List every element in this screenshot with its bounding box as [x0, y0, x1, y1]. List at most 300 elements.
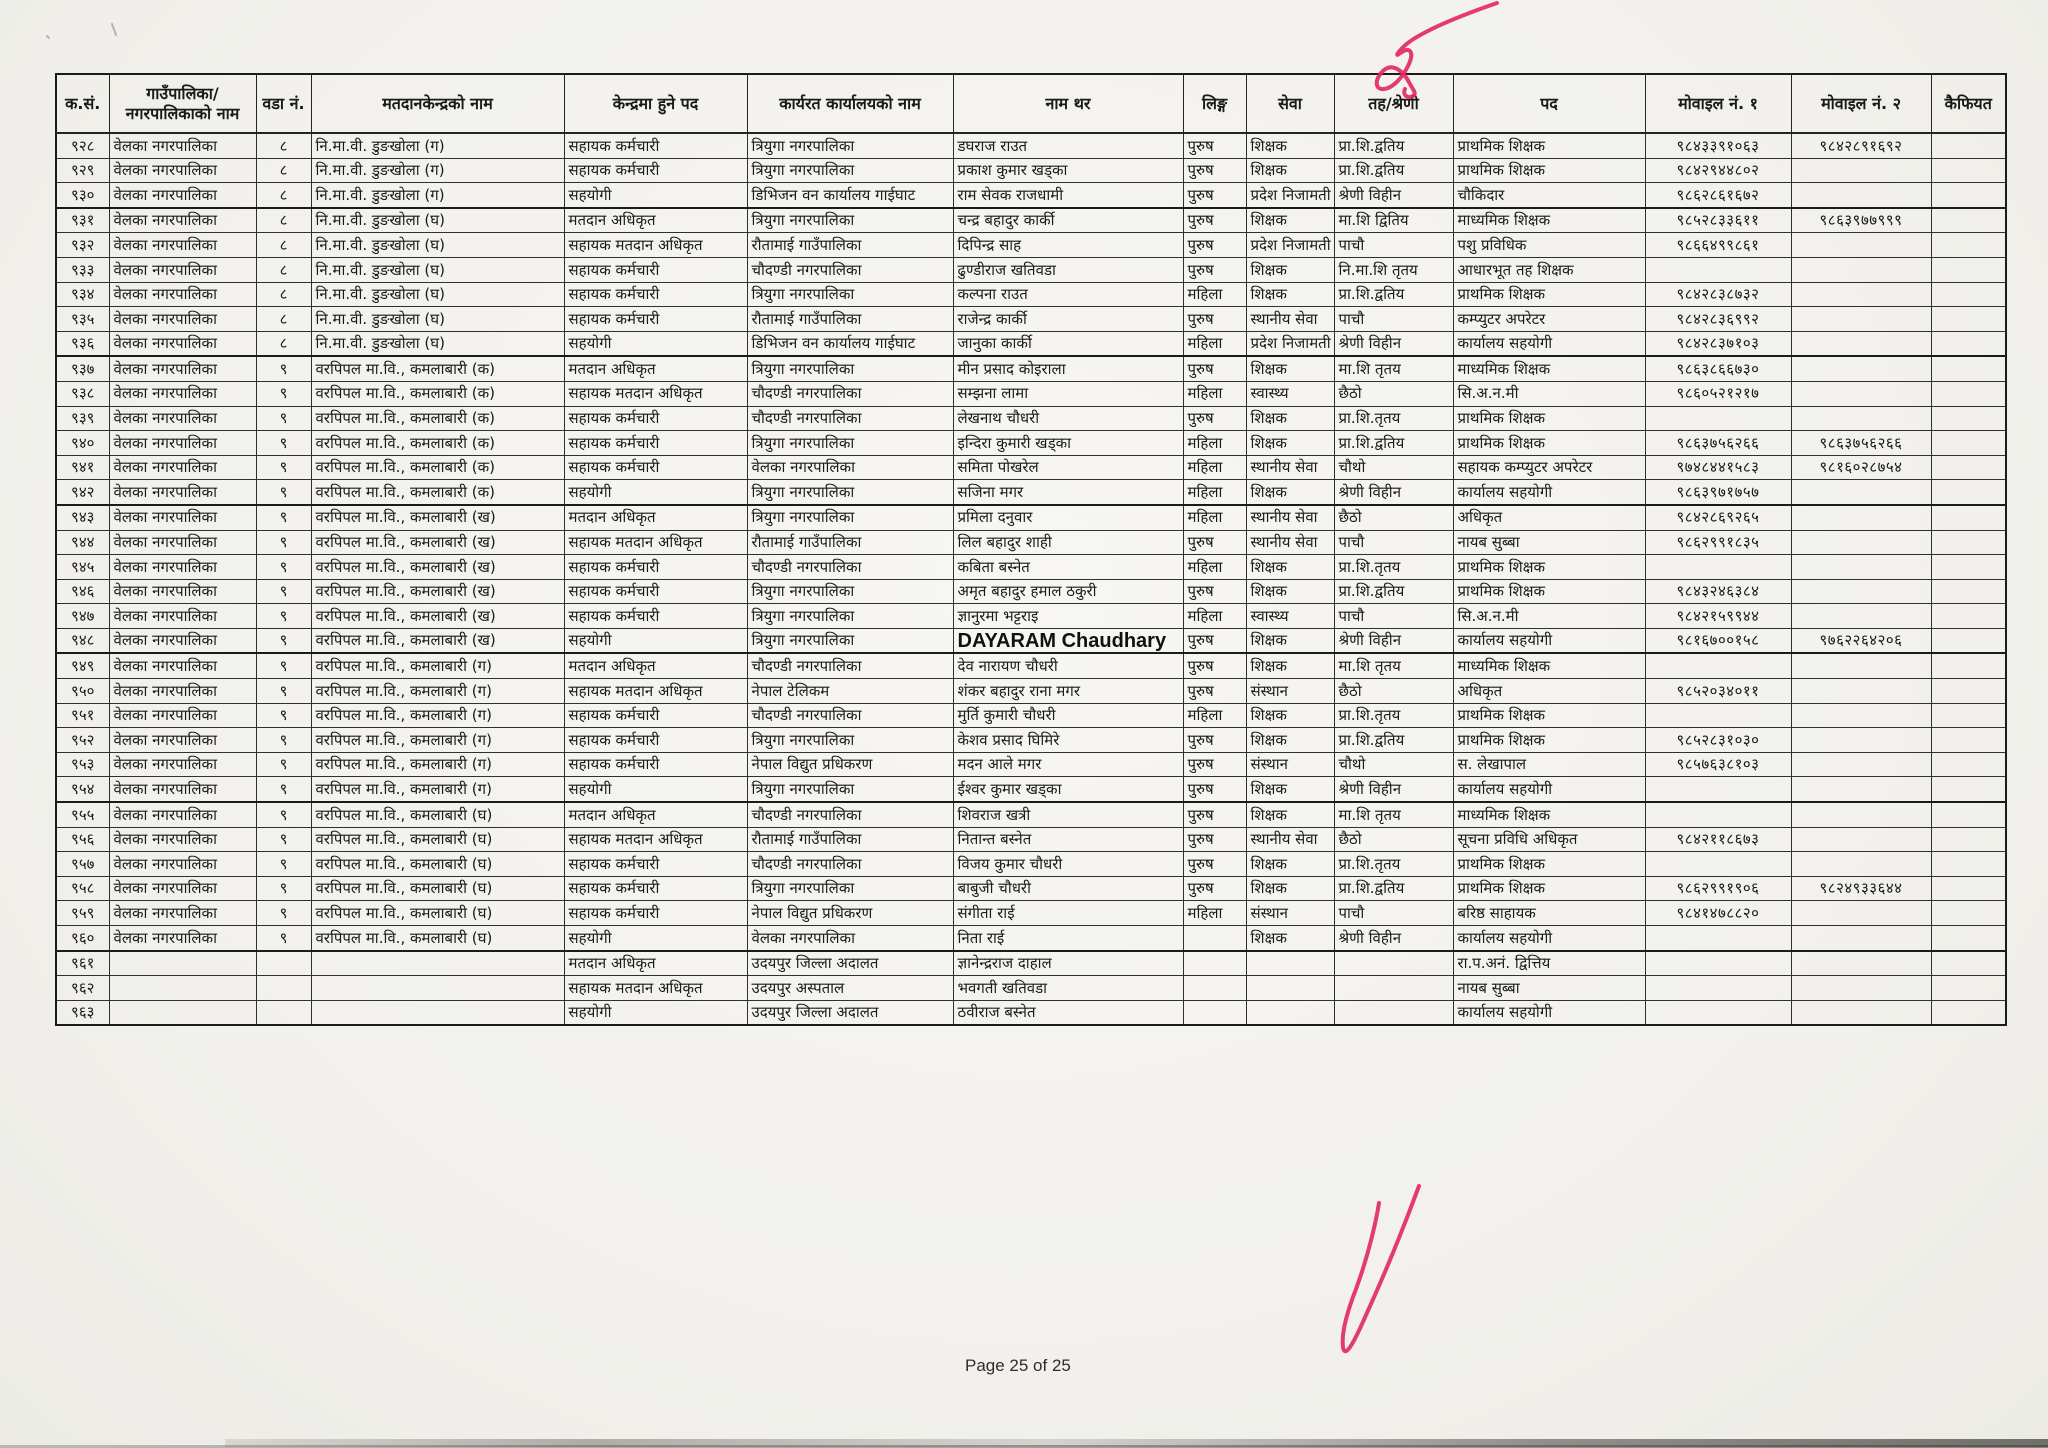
cell-ward: ९ — [256, 555, 311, 580]
cell-name: राजेन्द्र कार्की — [953, 307, 1183, 332]
cell-mobile2 — [1791, 703, 1931, 728]
cell-post: नायब सुब्बा — [1453, 976, 1645, 1001]
cell-office: नेपाल विद्युत प्रधिकरण — [747, 752, 953, 777]
cell-name: कबिता बस्नेत — [953, 555, 1183, 580]
cell-center-post: सहयोगी — [564, 926, 747, 951]
cell-office: त्रियुगा नगरपालिका — [747, 777, 953, 802]
cell-level: श्रेणी विहीन — [1334, 628, 1453, 653]
cell-polling-center: वरपिपल मा.वि., कमलाबारी (क) — [311, 455, 564, 480]
cell-service: शिक्षक — [1246, 555, 1334, 580]
cell-level: श्रेणी विहीन — [1334, 331, 1453, 356]
cell-mobile2 — [1791, 1000, 1931, 1025]
cell-sn: ९६१ — [56, 951, 109, 976]
cell-municipality: वेलका नगरपालिका — [109, 530, 256, 555]
cell-level: पाचौ — [1334, 307, 1453, 332]
cell-center-post: सहायक मतदान अधिकृत — [564, 381, 747, 406]
table-row — [56, 307, 2006, 332]
cell-polling-center: वरपिपल मा.वि., कमलाबारी (घ) — [311, 901, 564, 926]
col-header-remarks: कैफियत — [1931, 74, 2006, 133]
cell-name: लिल बहादुर शाही — [953, 530, 1183, 555]
cell-center-post: सहायक कर्मचारी — [564, 431, 747, 456]
cell-mobile2 — [1791, 604, 1931, 629]
cell-municipality: वेलका नगरपालिका — [109, 331, 256, 356]
cell-post: प्राथमिक शिक्षक — [1453, 406, 1645, 431]
cell-municipality: वेलका नगरपालिका — [109, 628, 256, 653]
cell-name: संगीता राई — [953, 901, 1183, 926]
cell-municipality — [109, 951, 256, 976]
cell-service: शिक्षक — [1246, 431, 1334, 456]
cell-sn: ९४२ — [56, 480, 109, 505]
cell-sn: ९५१ — [56, 703, 109, 728]
cell-level: श्रेणी विहीन — [1334, 183, 1453, 208]
cell-mobile1 — [1645, 555, 1791, 580]
cell-polling-center: वरपिपल मा.वि., कमलाबारी (क) — [311, 431, 564, 456]
cell-ward: ९ — [256, 777, 311, 802]
cell-office: त्रियुगा नगरपालिका — [747, 579, 953, 604]
cell-level: छैठो — [1334, 827, 1453, 852]
cell-remarks — [1931, 752, 2006, 777]
cell-sn: ९४७ — [56, 604, 109, 629]
table-row — [56, 555, 2006, 580]
cell-mobile1 — [1645, 951, 1791, 976]
cell-level: छैठो — [1334, 381, 1453, 406]
cell-polling-center: नि.मा.वी. डुङखोला (ग) — [311, 158, 564, 183]
cell-remarks — [1931, 802, 2006, 827]
cell-gender: पुरुष — [1183, 579, 1246, 604]
cell-office: त्रियुगा नगरपालिका — [747, 356, 953, 381]
cell-office: त्रियुगा नगरपालिका — [747, 505, 953, 530]
cell-municipality: वेलका नगरपालिका — [109, 233, 256, 258]
cell-sn: ९५९ — [56, 901, 109, 926]
table-row — [56, 852, 2006, 877]
cell-name: दिपिन्द्र साह — [953, 233, 1183, 258]
cell-office: त्रियुगा नगरपालिका — [747, 133, 953, 158]
cell-name: जानुका कार्की — [953, 331, 1183, 356]
cell-ward: ९ — [256, 406, 311, 431]
cell-gender: पुरुष — [1183, 307, 1246, 332]
cell-remarks — [1931, 480, 2006, 505]
cell-service — [1246, 951, 1334, 976]
cell-level: प्रा.शि.तृतय — [1334, 703, 1453, 728]
cell-ward: ८ — [256, 282, 311, 307]
cell-service: स्थानीय सेवा — [1246, 307, 1334, 332]
cell-polling-center — [311, 1000, 564, 1025]
cell-name: डघराज राउत — [953, 133, 1183, 158]
cell-mobile2 — [1791, 331, 1931, 356]
cell-service: स्वास्थ्य — [1246, 381, 1334, 406]
cell-name: ढुण्डीराज खतिवडा — [953, 257, 1183, 282]
cell-ward: ८ — [256, 331, 311, 356]
cell-mobile1: ९८६०५२१२१७ — [1645, 381, 1791, 406]
cell-sn: ९४० — [56, 431, 109, 456]
cell-service — [1246, 976, 1334, 1001]
cell-office: चौदण्डी नगरपालिका — [747, 703, 953, 728]
cell-gender: महिला — [1183, 604, 1246, 629]
cell-office: त्रियुगा नगरपालिका — [747, 431, 953, 456]
cell-name: बाबुजी चौधरी — [953, 876, 1183, 901]
cell-post: सि.अ.न.मी — [1453, 381, 1645, 406]
cell-center-post: सहायक कर्मचारी — [564, 703, 747, 728]
cell-polling-center: वरपिपल मा.वि., कमलाबारी (ग) — [311, 728, 564, 753]
cell-ward: ९ — [256, 653, 311, 678]
cell-ward: ८ — [256, 158, 311, 183]
cell-post: सहायक कम्प्युटर अपरेटर — [1453, 455, 1645, 480]
cell-office: त्रियुगा नगरपालिका — [747, 876, 953, 901]
cell-center-post: मतदान अधिकृत — [564, 505, 747, 530]
cell-mobile1: ९८१६७००१५८ — [1645, 628, 1791, 653]
cell-mobile2 — [1791, 505, 1931, 530]
cell-level: श्रेणी विहीन — [1334, 926, 1453, 951]
cell-remarks — [1931, 183, 2006, 208]
cell-sn: ९४६ — [56, 579, 109, 604]
cell-post: माध्यमिक शिक्षक — [1453, 208, 1645, 233]
table-row — [56, 183, 2006, 208]
cell-post: प्राथमिक शिक्षक — [1453, 282, 1645, 307]
cell-mobile2 — [1791, 852, 1931, 877]
cell-service: शिक्षक — [1246, 282, 1334, 307]
cell-level: श्रेणी विहीन — [1334, 480, 1453, 505]
table-row — [56, 604, 2006, 629]
cell-polling-center: वरपिपल मा.वि., कमलाबारी (ख) — [311, 555, 564, 580]
cell-service: स्थानीय सेवा — [1246, 505, 1334, 530]
cell-ward: ८ — [256, 183, 311, 208]
cell-center-post: सहयोगी — [564, 480, 747, 505]
cell-mobile2: ९८४२८९१६९२ — [1791, 133, 1931, 158]
table-row — [56, 653, 2006, 678]
cell-mobile1: ९८६३९७१७५७ — [1645, 480, 1791, 505]
table-row — [56, 455, 2006, 480]
cell-ward: ९ — [256, 703, 311, 728]
cell-ward: ९ — [256, 728, 311, 753]
cell-level: मा.शि तृतय — [1334, 356, 1453, 381]
cell-service: शिक्षक — [1246, 628, 1334, 653]
cell-mobile1: ९८६३७५६२६६ — [1645, 431, 1791, 456]
cell-service: संस्थान — [1246, 752, 1334, 777]
cell-ward — [256, 1000, 311, 1025]
table-row — [56, 282, 2006, 307]
cell-name: मदन आले मगर — [953, 752, 1183, 777]
cell-office: उदयपुर जिल्ला अदालत — [747, 1000, 953, 1025]
col-header-municipality: गाउँपालिका/नगरपालिकाको नाम — [109, 74, 256, 133]
cell-center-post: सहायक कर्मचारी — [564, 555, 747, 580]
cell-municipality — [109, 1000, 256, 1025]
cell-municipality: वेलका नगरपालिका — [109, 183, 256, 208]
cell-center-post: सहायक कर्मचारी — [564, 728, 747, 753]
table-row — [56, 777, 2006, 802]
cell-name: ठवीराज बस्नेत — [953, 1000, 1183, 1025]
cell-mobile1: ९८४३३९१०६३ — [1645, 133, 1791, 158]
cell-gender: पुरुष — [1183, 257, 1246, 282]
cell-ward: ९ — [256, 480, 311, 505]
cell-polling-center: नि.मा.वी. डुङखोला (घ) — [311, 307, 564, 332]
cell-mobile1 — [1645, 976, 1791, 1001]
cell-service: शिक्षक — [1246, 133, 1334, 158]
cell-office: त्रियुगा नगरपालिका — [747, 728, 953, 753]
cell-sn: ९३० — [56, 183, 109, 208]
col-header-post: पद — [1453, 74, 1645, 133]
cell-municipality: वेलका नगरपालिका — [109, 653, 256, 678]
cell-mobile2 — [1791, 356, 1931, 381]
cell-post: प्राथमिक शिक्षक — [1453, 555, 1645, 580]
table-row — [56, 926, 2006, 951]
table-row — [56, 356, 2006, 381]
cell-sn: ९५४ — [56, 777, 109, 802]
col-header-service: सेवा — [1246, 74, 1334, 133]
cell-mobile1 — [1645, 852, 1791, 877]
table-row — [56, 579, 2006, 604]
cell-office: नेपाल टेलिकम — [747, 679, 953, 704]
cell-mobile2 — [1791, 777, 1931, 802]
cell-name: ईश्वर कुमार खड्का — [953, 777, 1183, 802]
cell-mobile2 — [1791, 480, 1931, 505]
stray-mark-top-left — [47, 24, 116, 38]
cell-level — [1334, 976, 1453, 1001]
col-header-ward: वडा नं. — [256, 74, 311, 133]
cell-municipality: वेलका नगरपालिका — [109, 926, 256, 951]
cell-mobile2 — [1791, 802, 1931, 827]
cell-mobile1 — [1645, 257, 1791, 282]
cell-gender: महिला — [1183, 331, 1246, 356]
staff-table — [55, 73, 2007, 1026]
cell-mobile1: ९८४२८३७१०३ — [1645, 331, 1791, 356]
col-header-mobile1: मोवाइल नं. १ — [1645, 74, 1791, 133]
table-row — [56, 728, 2006, 753]
cell-remarks — [1931, 579, 2006, 604]
cell-mobile2 — [1791, 579, 1931, 604]
cell-mobile2 — [1791, 233, 1931, 258]
cell-ward: ९ — [256, 431, 311, 456]
cell-name: राम सेवक राजधामी — [953, 183, 1183, 208]
cell-name: इन्दिरा कुमारी खड्का — [953, 431, 1183, 456]
cell-sn: ९२९ — [56, 158, 109, 183]
cell-post: प्राथमिक शिक्षक — [1453, 728, 1645, 753]
cell-remarks — [1931, 233, 2006, 258]
cell-post: प्राथमिक शिक्षक — [1453, 431, 1645, 456]
cell-office: डिभिजन वन कार्यालय गाईघाट — [747, 331, 953, 356]
table-row — [56, 505, 2006, 530]
cell-remarks — [1931, 876, 2006, 901]
cell-remarks — [1931, 505, 2006, 530]
col-header-gender: लिङ्ग — [1183, 74, 1246, 133]
cell-gender: पुरुष — [1183, 653, 1246, 678]
cell-center-post: सहायक मतदान अधिकृत — [564, 827, 747, 852]
cell-center-post: सहायक मतदान अधिकृत — [564, 233, 747, 258]
cell-service: प्रदेश निजामती — [1246, 183, 1334, 208]
cell-center-post: सहायक कर्मचारी — [564, 876, 747, 901]
cell-mobile1 — [1645, 926, 1791, 951]
cell-office: उदयपुर जिल्ला अदालत — [747, 951, 953, 976]
page-number-footer: Page 25 of 25 — [965, 1356, 1071, 1375]
cell-ward: ९ — [256, 381, 311, 406]
cell-name: निता राई — [953, 926, 1183, 951]
cell-mobile1 — [1645, 653, 1791, 678]
cell-remarks — [1931, 431, 2006, 456]
cell-polling-center: वरपिपल मा.वि., कमलाबारी (ग) — [311, 703, 564, 728]
cell-mobile2 — [1791, 555, 1931, 580]
cell-center-post: सहायक मतदान अधिकृत — [564, 976, 747, 1001]
cell-gender: पुरुष — [1183, 628, 1246, 653]
cell-level: प्रा.शि.द्वतिय — [1334, 728, 1453, 753]
cell-municipality: वेलका नगरपालिका — [109, 158, 256, 183]
cell-gender — [1183, 1000, 1246, 1025]
cell-service: स्थानीय सेवा — [1246, 455, 1334, 480]
cell-level: पाचौ — [1334, 604, 1453, 629]
cell-mobile2 — [1791, 827, 1931, 852]
cell-remarks — [1931, 257, 2006, 282]
cell-service: संस्थान — [1246, 679, 1334, 704]
cell-remarks — [1931, 208, 2006, 233]
cell-center-post: सहायक मतदान अधिकृत — [564, 530, 747, 555]
cell-gender: पुरुष — [1183, 852, 1246, 877]
cell-service: शिक्षक — [1246, 257, 1334, 282]
cell-polling-center: वरपिपल मा.वि., कमलाबारी (घ) — [311, 926, 564, 951]
col-header-office: कार्यरत कार्यालयको नाम — [747, 74, 953, 133]
cell-office: चौदण्डी नगरपालिका — [747, 555, 953, 580]
cell-sn: ९६० — [56, 926, 109, 951]
table-row — [56, 158, 2006, 183]
cell-name: कल्पना राउत — [953, 282, 1183, 307]
cell-name: शिवराज खत्री — [953, 802, 1183, 827]
cell-post: माध्यमिक शिक्षक — [1453, 356, 1645, 381]
cell-service: शिक्षक — [1246, 777, 1334, 802]
cell-mobile2 — [1791, 158, 1931, 183]
cell-sn: ९३६ — [56, 331, 109, 356]
cell-gender: महिला — [1183, 901, 1246, 926]
cell-post: प्राथमिक शिक्षक — [1453, 133, 1645, 158]
cell-post: आधारभूत तह शिक्षक — [1453, 257, 1645, 282]
cell-level: प्रा.शि.तृतय — [1334, 555, 1453, 580]
cell-center-post: सहायक कर्मचारी — [564, 307, 747, 332]
cell-polling-center: नि.मा.वी. डुङखोला (ग) — [311, 133, 564, 158]
cell-post: प्राथमिक शिक्षक — [1453, 703, 1645, 728]
cell-mobile1 — [1645, 777, 1791, 802]
cell-polling-center: नि.मा.वी. डुङखोला (घ) — [311, 233, 564, 258]
cell-gender: महिला — [1183, 455, 1246, 480]
cell-level: प्रा.शि.तृतय — [1334, 406, 1453, 431]
table-row — [56, 406, 2006, 431]
cell-polling-center: वरपिपल मा.वि., कमलाबारी (ख) — [311, 628, 564, 653]
cell-level: पाचौ — [1334, 233, 1453, 258]
cell-center-post: सहायक मतदान अधिकृत — [564, 679, 747, 704]
cell-post: प्राथमिक शिक्षक — [1453, 158, 1645, 183]
cell-municipality: वेलका नगरपालिका — [109, 480, 256, 505]
cell-gender: पुरुष — [1183, 208, 1246, 233]
cell-sn: ९५२ — [56, 728, 109, 753]
col-header-level: तह/श्रेणी — [1334, 74, 1453, 133]
cell-service — [1246, 1000, 1334, 1025]
cell-office: त्रियुगा नगरपालिका — [747, 282, 953, 307]
cell-office: डिभिजन वन कार्यालय गाईघाट — [747, 183, 953, 208]
cell-name: समिता पोखरेल — [953, 455, 1183, 480]
cell-municipality: वेलका नगरपालिका — [109, 282, 256, 307]
cell-level: छैठो — [1334, 679, 1453, 704]
cell-level — [1334, 1000, 1453, 1025]
cell-service: शिक्षक — [1246, 579, 1334, 604]
cell-municipality: वेलका नगरपालिका — [109, 381, 256, 406]
cell-post: कार्यालय सहयोगी — [1453, 331, 1645, 356]
cell-mobile2 — [1791, 679, 1931, 704]
cell-gender — [1183, 926, 1246, 951]
cell-municipality: वेलका नगरपालिका — [109, 679, 256, 704]
cell-office: चौदण्डी नगरपालिका — [747, 381, 953, 406]
cell-sn: ९४८ — [56, 628, 109, 653]
cell-office: चौदण्डी नगरपालिका — [747, 852, 953, 877]
cell-office: रौतामाई गाउँपालिका — [747, 233, 953, 258]
table-row — [56, 951, 2006, 976]
cell-gender: पुरुष — [1183, 183, 1246, 208]
cell-service: शिक्षक — [1246, 926, 1334, 951]
cell-name: अमृत बहादुर हमाल ठकुरी — [953, 579, 1183, 604]
cell-municipality: वेलका नगरपालिका — [109, 455, 256, 480]
cell-remarks — [1931, 555, 2006, 580]
cell-center-post: सहयोगी — [564, 628, 747, 653]
cell-center-post: मतदान अधिकृत — [564, 356, 747, 381]
cell-level: चौथो — [1334, 752, 1453, 777]
table-row — [56, 827, 2006, 852]
cell-name: मुर्ति कुमारी चौधरी — [953, 703, 1183, 728]
cell-gender: पुरुष — [1183, 728, 1246, 753]
cell-mobile2: ९८६३९७७९९९ — [1791, 208, 1931, 233]
cell-post: सि.अ.न.मी — [1453, 604, 1645, 629]
cell-mobile2 — [1791, 381, 1931, 406]
cell-ward: ९ — [256, 926, 311, 951]
cell-mobile1 — [1645, 406, 1791, 431]
cell-center-post: मतदान अधिकृत — [564, 802, 747, 827]
cell-gender: पुरुष — [1183, 752, 1246, 777]
cell-center-post: सहायक कर्मचारी — [564, 406, 747, 431]
cell-sn: ९५५ — [56, 802, 109, 827]
cell-service: प्रदेश निजामती — [1246, 331, 1334, 356]
cell-remarks — [1931, 653, 2006, 678]
cell-mobile2 — [1791, 951, 1931, 976]
cell-center-post: सहायक कर्मचारी — [564, 752, 747, 777]
cell-polling-center: नि.मा.वी. डुङखोला (ग) — [311, 183, 564, 208]
cell-post: कार्यालय सहयोगी — [1453, 628, 1645, 653]
cell-mobile1: ९८४२८३८७३२ — [1645, 282, 1791, 307]
cell-office: त्रियुगा नगरपालिका — [747, 480, 953, 505]
cell-name: केशव प्रसाद घिमिरे — [953, 728, 1183, 753]
cell-polling-center: वरपिपल मा.वि., कमलाबारी (ख) — [311, 579, 564, 604]
col-header-polling-center: मतदानकेन्द्रको नाम — [311, 74, 564, 133]
cell-sn: ९६२ — [56, 976, 109, 1001]
cell-mobile2 — [1791, 530, 1931, 555]
cell-remarks — [1931, 331, 2006, 356]
cell-polling-center — [311, 951, 564, 976]
cell-sn: ९४३ — [56, 505, 109, 530]
cell-sn: ९३९ — [56, 406, 109, 431]
cell-office: त्रियुगा नगरपालिका — [747, 208, 953, 233]
cell-mobile2 — [1791, 901, 1931, 926]
table-header-row — [56, 74, 2006, 133]
cell-service: शिक्षक — [1246, 802, 1334, 827]
cell-municipality: वेलका नगरपालिका — [109, 133, 256, 158]
cell-sn: ९४४ — [56, 530, 109, 555]
cell-service: शिक्षक — [1246, 158, 1334, 183]
cell-sn: ९३३ — [56, 257, 109, 282]
table-row — [56, 802, 2006, 827]
cell-name: ज्ञानुरमा भट्टराइ — [953, 604, 1183, 629]
cell-post: रा.प.अनं. द्वित्तिय — [1453, 951, 1645, 976]
cell-center-post: सहायक कर्मचारी — [564, 257, 747, 282]
cell-sn: ९६३ — [56, 1000, 109, 1025]
cell-mobile1: ९८६३८६६७३० — [1645, 356, 1791, 381]
pen-mark-bottom-scribble — [1343, 1186, 1419, 1351]
cell-ward: ८ — [256, 257, 311, 282]
cell-name: प्रमिला दनुवार — [953, 505, 1183, 530]
cell-level: पाचौ — [1334, 530, 1453, 555]
cell-polling-center: वरपिपल मा.वि., कमलाबारी (ख) — [311, 530, 564, 555]
table-row — [56, 901, 2006, 926]
